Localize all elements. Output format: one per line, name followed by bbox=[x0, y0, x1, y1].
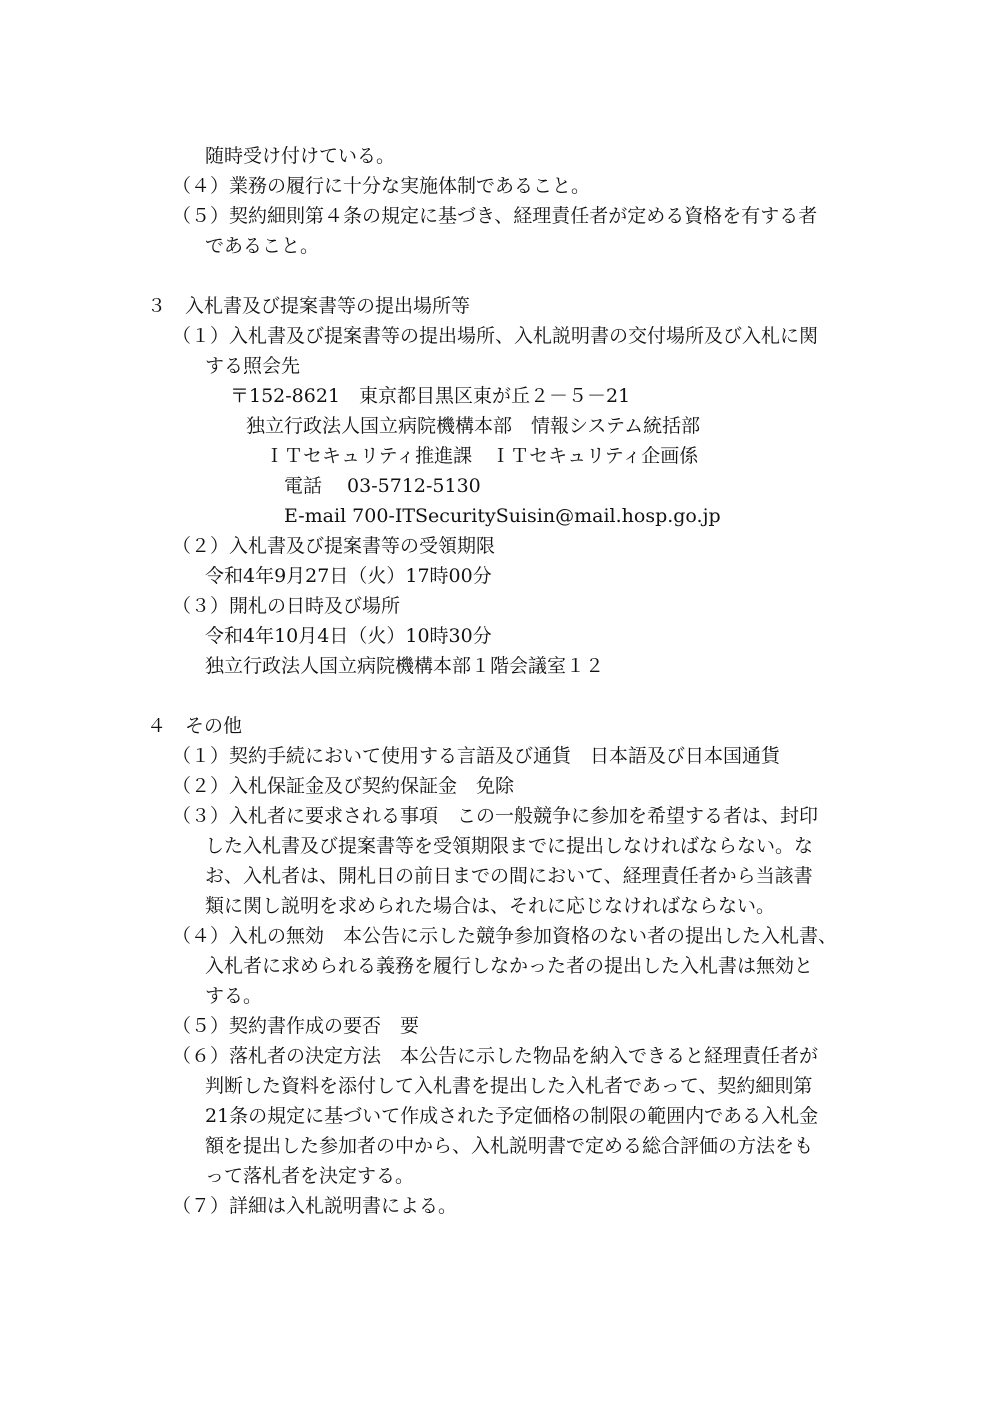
text-line: お、入札者は、開札日の前日までの間において、経理責任者から当該書 bbox=[205, 865, 813, 887]
text-line: って落札者を決定する。 bbox=[205, 1165, 415, 1187]
organization-name: 独立行政法人国立病院機構本部 情報システム統括部 bbox=[246, 415, 701, 437]
text-line: 額を提出した参加者の中から、入札説明書で定める総合評価の方法をも bbox=[205, 1135, 814, 1157]
section-item-4-6: （６）落札者の決定方法 本公告に示した物品を納入できると経理責任者が bbox=[172, 1045, 819, 1067]
text-line: であること。 bbox=[205, 235, 320, 257]
text-line: する。 bbox=[205, 985, 263, 1007]
section-item-3-1: （１）入札書及び提案書等の提出場所、入札説明書の交付場所及び入札に関 bbox=[172, 325, 819, 347]
section-item-4-7: （７）詳細は入札説明書による。 bbox=[172, 1195, 458, 1217]
phone-number: 電話 03-5712-5130 bbox=[284, 475, 481, 497]
section-item-2-4: （４）業務の履行に十分な実施体制であること。 bbox=[172, 175, 591, 197]
section-item-4-3: （３）入札者に要求される事項 この一般競争に参加を希望する者は、封印 bbox=[172, 805, 819, 827]
deadline-date: 令和4年9月27日（火）17時00分 bbox=[205, 565, 492, 587]
section-heading-3: ３ 入札書及び提案書等の提出場所等 bbox=[147, 295, 471, 317]
text-line: する照会先 bbox=[205, 355, 301, 377]
text-line: 入札者に求められる義務を履行しなかった者の提出した入札書は無効と bbox=[205, 955, 814, 977]
text-line: 判断した資料を添付して入札書を提出した入札者であって、契約細則第 bbox=[205, 1075, 813, 1097]
section-item-4-1: （１）契約手続において使用する言語及び通貨 日本語及び日本国通貨 bbox=[172, 745, 781, 767]
text-line: 類に関し説明を求められた場合は、それに応じなければならない。 bbox=[205, 895, 776, 917]
department-name: ＩＴセキュリティ推進課 ＩＴセキュリティ企画係 bbox=[265, 445, 699, 467]
email-address: E-mail 700-ITSecuritySuisin@mail.hosp.go.jp bbox=[284, 505, 721, 527]
section-item-4-5: （５）契約書作成の要否 要 bbox=[172, 1015, 420, 1037]
section-item-4-2: （２）入札保証金及び契約保証金 免除 bbox=[172, 775, 515, 797]
text-line: した入札書及び提案書等を受領期限までに提出しなければならない。な bbox=[205, 835, 814, 857]
section-heading-4: ４ その他 bbox=[147, 715, 243, 737]
postal-address: 〒152-8621 東京都目黒区東が丘２－５－21 bbox=[230, 385, 631, 407]
opening-date: 令和4年10月4日（火）10時30分 bbox=[205, 625, 492, 647]
text-line: 随時受け付けている。 bbox=[205, 145, 396, 167]
opening-location: 独立行政法人国立病院機構本部１階会議室１２ bbox=[205, 655, 605, 677]
section-item-4-4: （４）入札の無効 本公告に示した競争参加資格のない者の提出した入札書、 bbox=[172, 925, 838, 947]
section-item-2-5: （５）契約細則第４条の規定に基づき、経理責任者が定める資格を有する者 bbox=[172, 205, 818, 227]
text-line: 21条の規定に基づいて作成された予定価格の制限の範囲内である入札金 bbox=[205, 1105, 819, 1127]
section-item-3-3: （３）開札の日時及び場所 bbox=[172, 595, 401, 617]
section-item-3-2: （２）入札書及び提案書等の受領期限 bbox=[172, 535, 496, 557]
